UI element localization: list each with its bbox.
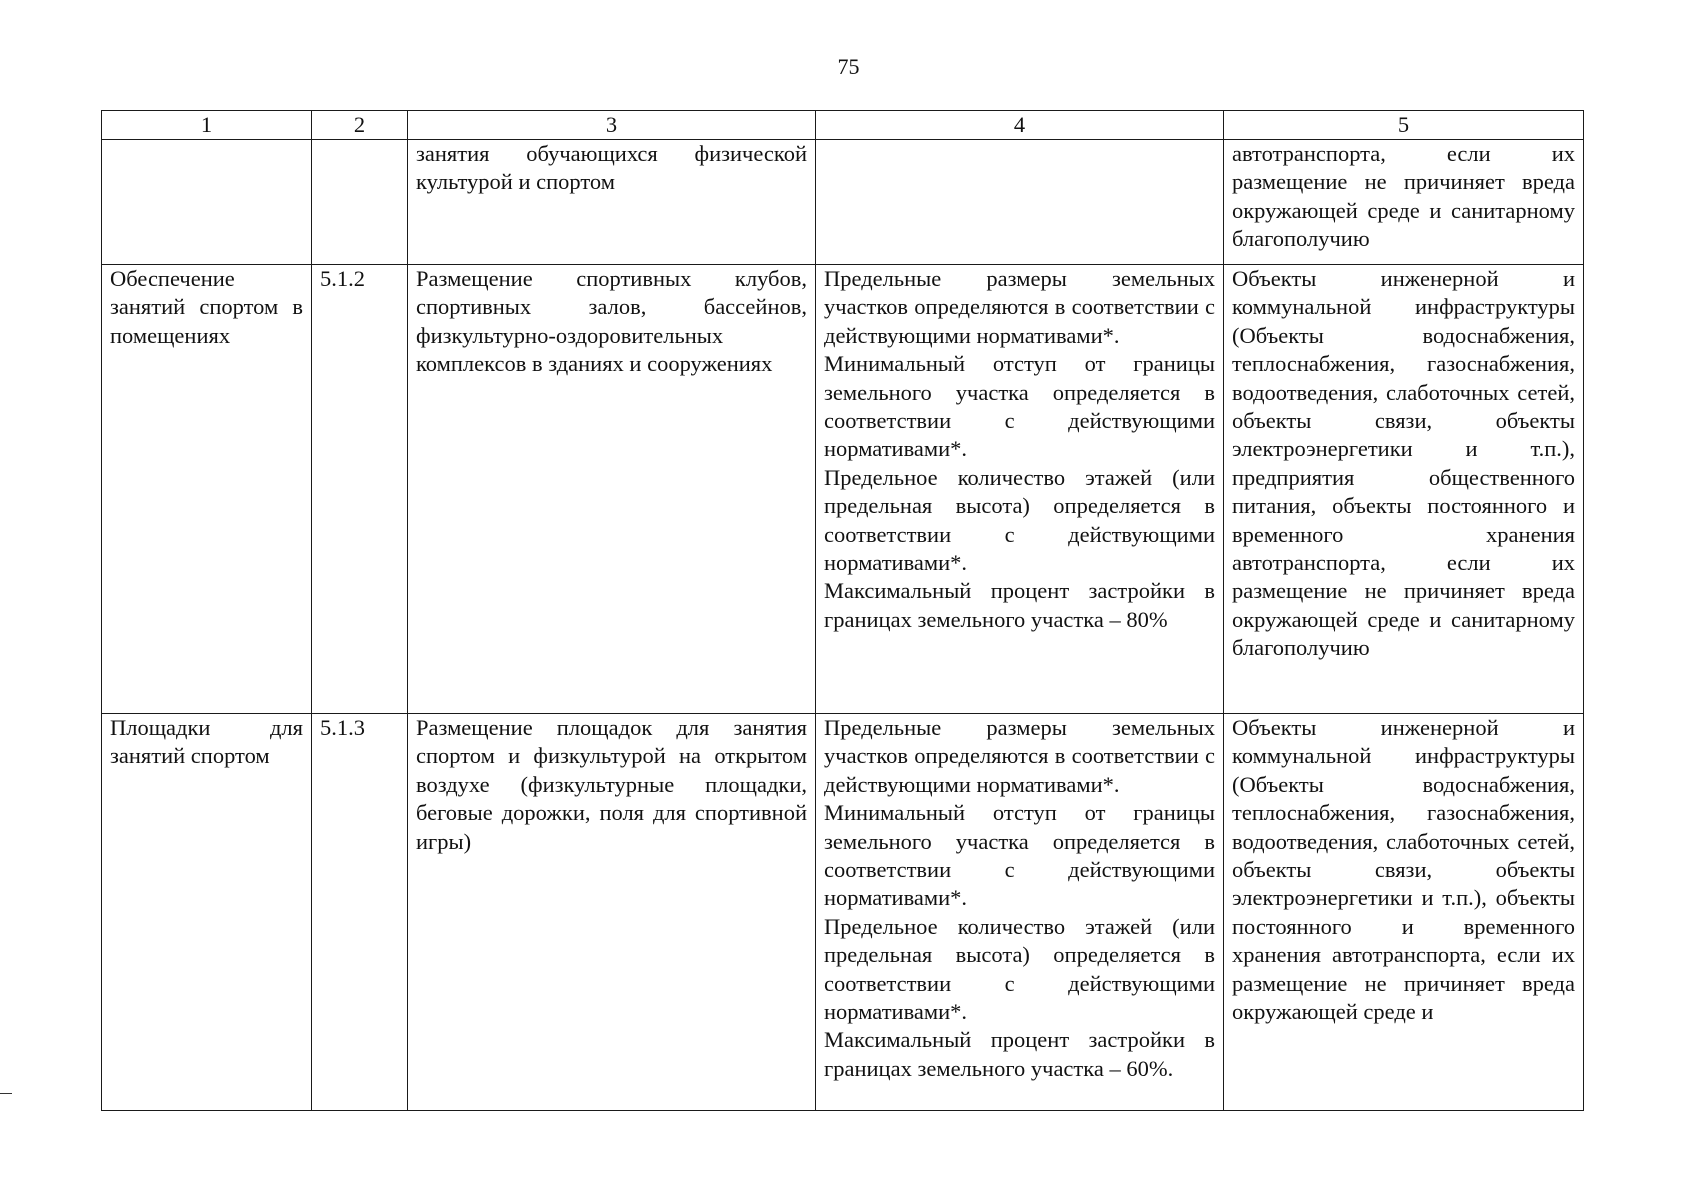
table-row-continuation (102, 140, 1584, 265)
land-use-table (101, 110, 1584, 1111)
parameter-line: Предельные размеры земельных участков определяются в соответствии с действующими нормативами*. (824, 266, 1215, 348)
cell-code (312, 140, 408, 265)
header-col-5: 5 (1224, 111, 1584, 140)
page-number: 75 (837, 54, 860, 79)
header-col-2: 2 (312, 111, 408, 140)
parameter-line: Минимальный отступ от границы земельного участка определяется в соответствии с действующими нормативами*. (824, 351, 1215, 462)
parameter-line: Максимальный процент застройки в границах земельного участка – 80% (824, 578, 1215, 632)
margin-mark (0, 1093, 12, 1094)
cell-description: занятия обучающихся физической культурой и спортом (408, 140, 816, 265)
cell-auxiliary: Объекты инженерной и коммунальной инфраструктуры (Объекты водоснабжения, теплоснабжения, газоснабжения, водоотведения, слаботочных сетей, объекты связи, объекты электроэнергетики и т.п.), предприятия общественного питания, объекты постоянного и временного хранения автотранспорта, если их размещение не причиняет вреда окружающей среде и санитарному благополучию (1224, 265, 1584, 714)
header-col-4: 4 (816, 111, 1224, 140)
table-row (102, 714, 1584, 1111)
cell-description: Размещение площадок для занятия спортом и физкультурой на открытом воздухе (физкультурные площадки, беговые дорожки, поля для спортивной игры) (408, 714, 816, 1111)
parameter-line: Минимальный отступ от границы земельного участка определяется в соответствии с действующими нормативами*. (824, 800, 1215, 911)
parameter-line: Предельное количество этажей (или предельная высота) определяется в соответствии с действующими нормативами*. (824, 913, 1215, 1025)
header-row (102, 111, 1584, 140)
cell-auxiliary: Объекты инженерной и коммунальной инфраструктуры (Объекты водоснабжения, теплоснабжения, газоснабжения, водоотведения, слаботочных сетей, объекты связи, объекты электроэнергетики и т.п.), объекты постоянного и временного хранения автотранспорта, если их размещение не причиняет вреда окружающей среде и (1224, 714, 1584, 1111)
cell-name: Обеспечение занятий спортом в помещениях (102, 265, 312, 714)
cell-parameters (816, 714, 1224, 1111)
cell-name: Площадки для занятий спортом (102, 714, 312, 1111)
header-col-3: 3 (408, 111, 816, 140)
cell-parameters (816, 140, 1224, 265)
cell-code: 5.1.3 (312, 714, 408, 1111)
cell-description: Размещение спортивных клубов, спортивных залов, бассейнов, физкультурно-оздоровительных комплексов в зданиях и сооружениях (408, 265, 816, 714)
header-col-1: 1 (102, 111, 312, 140)
table-row (102, 265, 1584, 714)
parameter-line: Максимальный процент застройки в границах земельного участка – 60%. (824, 1027, 1215, 1081)
cell-parameters (816, 265, 1224, 714)
parameter-line: Предельное количество этажей (или предельная высота) определяется в соответствии с действующими нормативами*. (824, 464, 1215, 576)
cell-name (102, 140, 312, 265)
parameter-line: Предельные размеры земельных участков определяются в соответствии с действующими нормативами*. (824, 715, 1215, 797)
cell-code: 5.1.2 (312, 265, 408, 714)
cell-auxiliary: автотранспорта, если их размещение не причиняет вреда окружающей среде и санитарному благополучию (1224, 140, 1584, 265)
